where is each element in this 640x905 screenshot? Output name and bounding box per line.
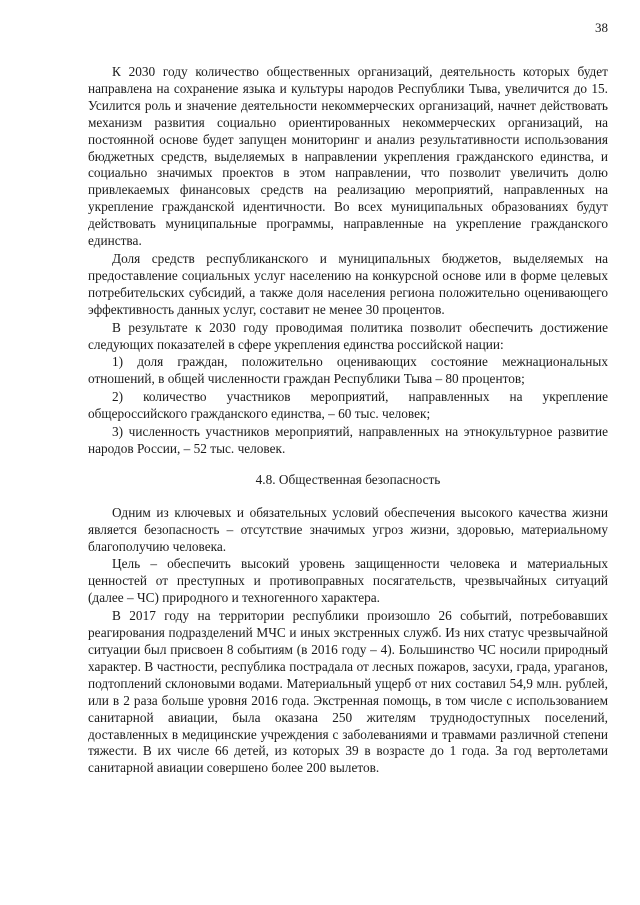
paragraph: В 2017 году на территории республики произошло 26 событий, потребовавших реагирования подразделений МЧС и иных экстренных служб. Из них статус чрезвычайной ситуации был присвоен 8 событиям (в 2016 году – 4). Большинство ЧС носили природный характер. В частности, республика пострадала от лесных пожаров, засухи, града, ураганов, подтоплений склоновыми водами. Материальный ущерб от них составил 54,9 млн. рублей, или в 2 раза больше уровня 2016 года. Экстренная помощь, в том числе с использованием санитарной авиации, была оказана 250 жителям труднодоступных поселений, доставленных в медицинские учреждения с заболеваниями и травмами различной степени тяжести. В их числе 66 детей, из которых 39 в возрасте до 1 года. За год вертолетами санитарной авиации совершено более 200 вылетов. xyxy=(88,608,608,776)
list-item: 3) численность участников мероприятий, направленных на этнокультурное развитие народов России, – 52 тыс. человек. xyxy=(88,424,608,456)
list-item: 1) доля граждан, положительно оценивающих состояние межнациональных отношений, в общей численности граждан Республики Тыва – 80 процентов; xyxy=(88,354,608,387)
paragraph: Доля средств республиканского и муниципальных бюджетов, выделяемых на предоставление социальных услуг населению на конкурсной основе или в форме целевых потребительских субсидий, а также доля населения региона положительно оценивающего эффективность данных услуг, составит не менее 30 процентов. xyxy=(88,250,608,317)
paragraph: Цель – обеспечить высокий уровень защищенности человека и материальных ценностей от преступных и противоправных посягательств, чрезвычайных ситуаций (далее – ЧС) природного и техногенного характера. xyxy=(88,556,608,606)
paragraph: Одним из ключевых и обязательных условий обеспечения высокого качества жизни является безопасность – отсутствие значимых угроз жизни, здоровью, материальному благополучию человека. xyxy=(88,504,608,554)
list-item: 2) количество участников мероприятий, направленных на укрепление общероссийского гражданского единства, – 60 тыс. человек; xyxy=(88,389,608,422)
paragraph: К 2030 году количество общественных организаций, деятельность которых будет направлена на сохранение языка и культуры народов Республики Тыва, увеличится до 15. Усилится роль и значение деятельности некоммерческих организаций, начнет действовать механизм развития социально ориентированных некоммерческих организаций, на постоянной основе будет запущен мониторинг и анализ результативности использования бюджетных средств, выделяемых в направлении укрепления гражданского единства, и социально значимых проектов в этом направлении, что позволит увеличить долю привлекаемых финансовых средств на реализацию мероприятий, направленных на укрепление гражданской идентичности. Во всех муниципальных образованиях будут действовать муниципальные программы, направленные на укрепление гражданского единства. xyxy=(88,64,608,249)
paragraph: В результате к 2030 году проводимая политика позволит обеспечить достижение следующих показателей в сфере укрепления единства российской нации: xyxy=(88,319,608,352)
section-heading: 4.8. Общественная безопасность xyxy=(255,471,441,487)
document-body xyxy=(88,64,608,778)
page-number: 38 xyxy=(595,20,608,35)
